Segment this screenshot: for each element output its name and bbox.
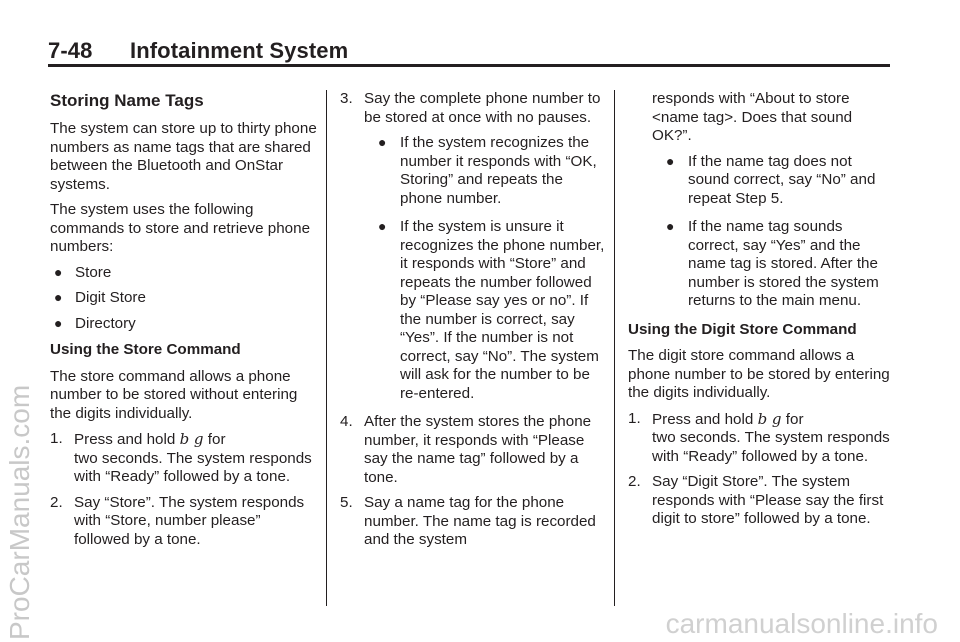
store-intro: The store command allows a phone number to be stored without entering the digits individually. [50,367,298,422]
column-1 [50,90,320,556]
bullet-icon: ● [666,152,675,169]
list-item: ● If the system is unsure it recognizes the phone number, it responds with “Store” and repeats the number followed by “Please say yes or no”. If the number is correct, say “Yes”. If the number is not correct, say “No”. The system will ask for the number to be re-entered. [378,218,605,402]
digit-store-intro: The digit store command allows a phone number to be stored by entering the digits individually. [628,347,890,401]
column-divider [614,90,615,606]
list-item: ● If the name tag does not sound correct, say “No” and repeat Step 5. [666,152,876,207]
step-2: 2. Say “Digit Store”. The system responds with “Please say the first digit to store” followed by a tone. [628,473,884,527]
page-number: 7-48 [48,38,93,63]
step-1: 1. Press and hold b g for two seconds. The system responds with “Ready” followed by a tone. [50,430,312,485]
footer-watermark: carmanualsonline.info [665,608,938,639]
push-to-talk-icon: b g [757,409,782,428]
step-2: 2. Say “Store”. The system responds with “Store, number please” followed by a tone. [50,493,305,548]
bullet-icon: ● [54,289,63,305]
list-item: ● Digit Store [54,289,146,306]
list-item: ● Directory [54,314,136,332]
bullet-icon: ● [378,218,387,234]
step-1: 1. Press and hold b g for two seconds. The system responds with “Ready” followed by a tone. [628,409,890,465]
page-header [48,38,348,64]
digit-store-heading: Using the Digit Store Command [628,320,857,338]
list-item: ● If the name tag sounds correct, say “Yes” and the name tag is stored. After the number is stored the system returns to the main menu. [666,218,879,309]
section-heading: Storing Name Tags [50,91,204,110]
column-2 [340,90,605,557]
store-command-heading: Using the Store Command [50,341,241,358]
column-3 [628,90,890,536]
list-item: ● If the system recognizes the number it responds with “OK, Storing” and repeats the phone number. [378,134,597,207]
side-watermark: ProCarManuals.com [4,384,35,640]
step-5: 5. Say a name tag for the phone number. The name tag is recorded and the system [340,494,596,548]
bullet-icon: ● [378,134,387,150]
intro-paragraph: The system can store up to thirty phone numbers as name tags that are shared between the Bluetooth and OnStar systems. [50,120,317,193]
bullet-icon: ● [54,263,63,280]
push-to-talk-icon: b g [179,430,204,448]
step-5-continued: responds with “About to store <name tag>. Does that sound OK?”. [652,90,853,144]
bullet-icon: ● [54,314,63,331]
section-title: Infotainment System [130,38,349,63]
commands-intro: The system uses the following commands to store and retrieve phone numbers: [50,201,311,255]
list-item: ● Store [54,263,112,281]
step-3: 3. Say the complete phone number to be stored at once with no pauses. [340,90,601,126]
header-rule [48,64,890,67]
bullet-icon: ● [666,218,675,234]
column-divider [326,90,327,606]
step-4: 4. After the system stores the phone number, it responds with “Please say the name tag” followed by a tone. [340,413,592,486]
